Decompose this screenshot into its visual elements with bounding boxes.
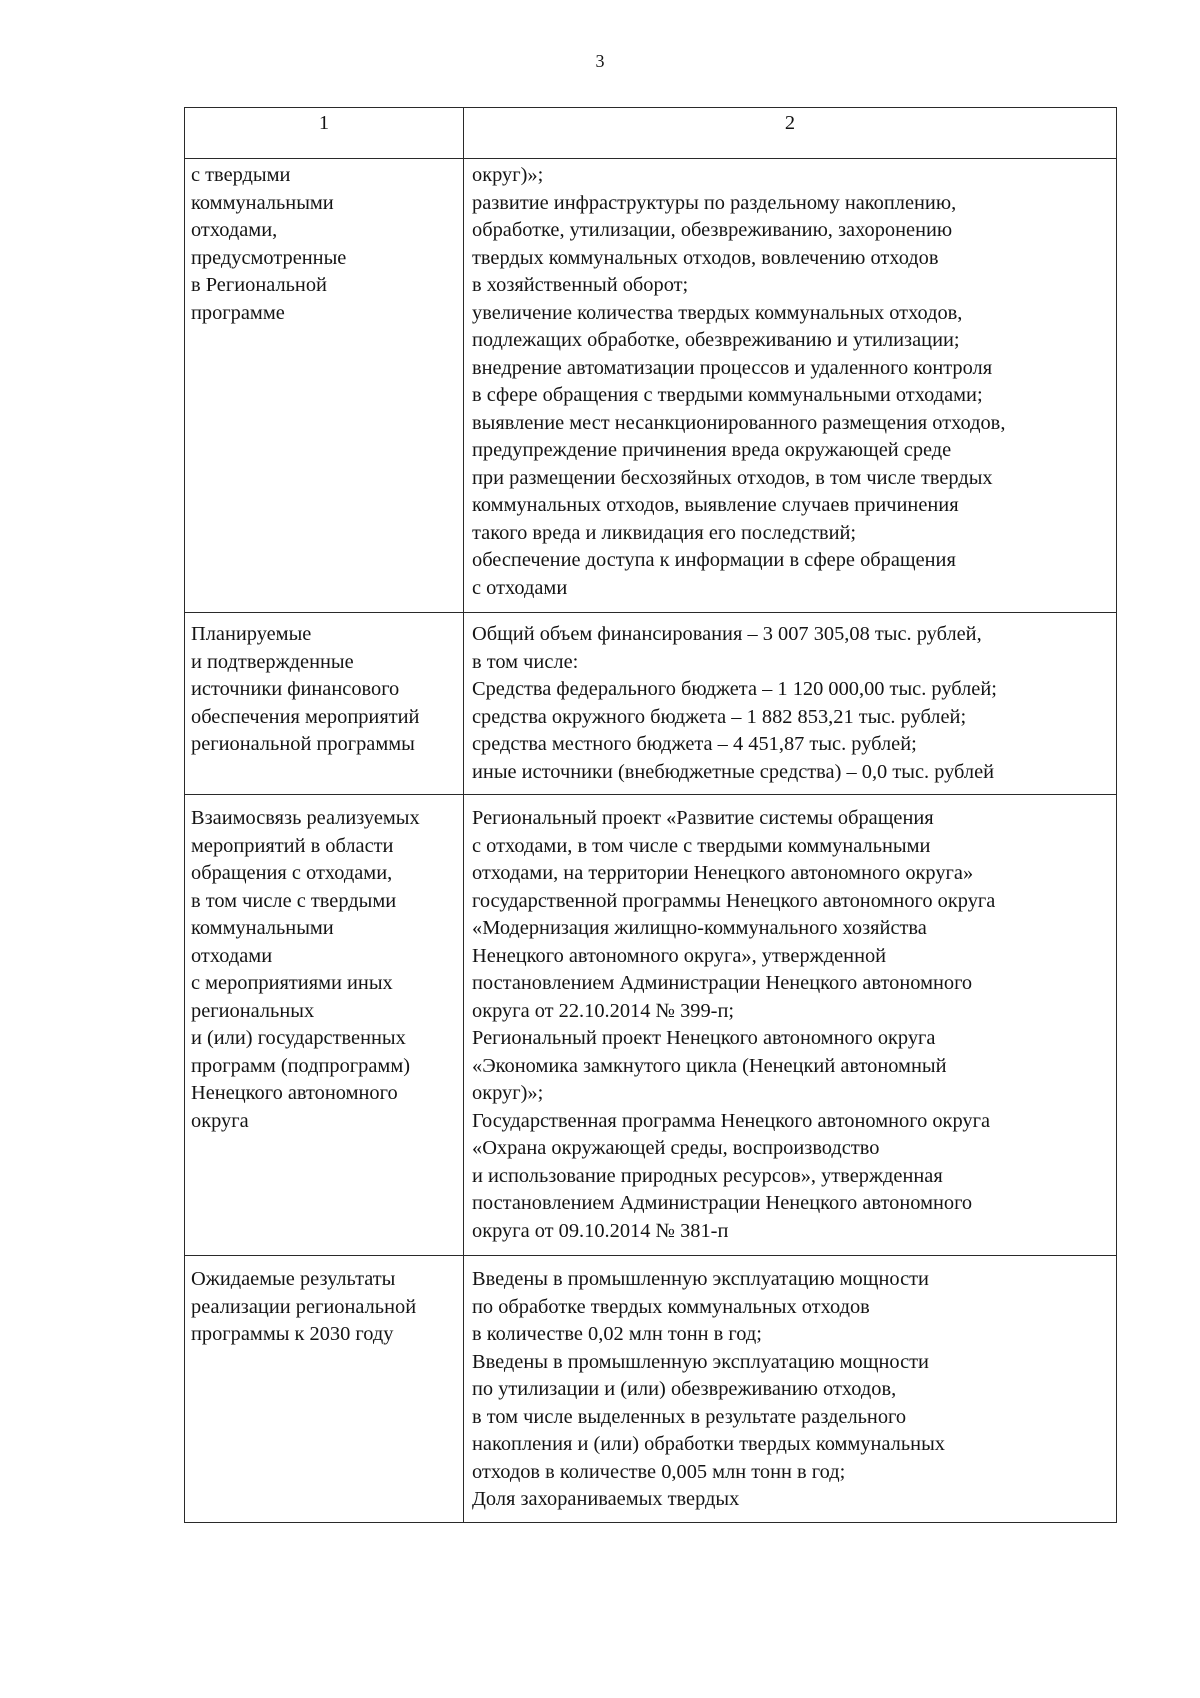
cell-text-line: предупреждение причинения вреда окружающей среде — [472, 439, 952, 461]
cell-text-line: в том числе с твердыми — [191, 889, 397, 912]
cell-text-line: обработке, утилизации, обезвреживанию, захоронению — [472, 219, 953, 241]
cell-text-line: округ)»; — [472, 164, 544, 186]
cell-text-line: программы к 2030 году — [191, 1323, 394, 1345]
cell-text-line: при размещении бесхозяйных отходов, в том числе твердых — [472, 466, 993, 489]
row-label-cell — [185, 159, 464, 613]
table-header-row — [185, 108, 1117, 159]
page-number: 3 — [595, 51, 605, 71]
cell-text-line: Введены в промышленную эксплуатацию мощности — [472, 1268, 929, 1290]
cell-text-line: отходов в количестве 0,005 млн тонн в год; — [472, 1460, 846, 1483]
cell-text-line: обеспечения мероприятий — [191, 705, 420, 728]
cell-text-line: «Охрана окружающей среды, воспроизводство — [472, 1137, 880, 1159]
cell-text-line: обращения с отходами, — [191, 862, 393, 884]
cell-text-line: округа — [191, 1109, 249, 1132]
table-row — [185, 613, 1117, 795]
cell-text-line: постановлением Администрации Ненецкого автономного — [472, 1192, 973, 1214]
cell-text-line: Доля захораниваемых твердых — [472, 1488, 740, 1510]
cell-text-line: отходами — [191, 944, 273, 967]
cell-text-line: в количестве 0,02 млн тонн в год; — [472, 1323, 762, 1345]
cell-text-line: с мероприятиями иных — [191, 972, 393, 994]
table-row — [185, 795, 1117, 1256]
cell-text-line: реализации региональной — [191, 1295, 417, 1318]
cell-text-line: средства местного бюджета – 4 451,87 тыс. рублей; — [472, 733, 917, 755]
table-row — [185, 159, 1117, 613]
cell-text-line: выявление мест несанкционированного размещения отходов, — [472, 411, 1006, 434]
cell-text-line: программ (подпрограмм) — [191, 1054, 411, 1077]
cell-text-line: коммунальными — [191, 917, 334, 939]
cell-text-line: отходами, на территории Ненецкого автономного округа» — [472, 862, 974, 884]
cell-text-line: коммунальными — [191, 191, 334, 214]
cell-text-line: средства окружного бюджета – 1 882 853,21 тыс. рублей; — [472, 705, 967, 728]
cell-text-line: Ненецкого автономного округа», утвержденной — [472, 944, 887, 967]
cell-text-line: Средства федерального бюджета – 1 120 000,00 тыс. рублей; — [472, 678, 997, 700]
row-content-cell — [464, 613, 1117, 795]
cell-text-line: Государственная программа Ненецкого автономного округа — [472, 1109, 990, 1132]
row-content-cell — [464, 1256, 1117, 1523]
cell-text-line: в сфере обращения с твердыми коммунальными отходами; — [472, 384, 983, 406]
table-row — [185, 1256, 1117, 1523]
cell-text-line: в том числе выделенных в результате раздельного — [472, 1405, 907, 1428]
cell-text-line: Общий объем финансирования – 3 007 305,08 тыс. рублей, — [472, 623, 982, 645]
cell-text-line: программе — [191, 301, 285, 324]
cell-text-line: отходами, — [191, 219, 278, 241]
cell-text-line: коммунальных отходов, выявление случаев причинения — [472, 494, 959, 516]
column-header-2 — [464, 108, 1117, 159]
row-label-cell — [185, 613, 464, 795]
cell-text-line: округа от 22.10.2014 № 399-п; — [472, 999, 735, 1022]
cell-text-line: региональной программы — [191, 733, 415, 755]
cell-text-line: Ожидаемые результаты — [191, 1268, 396, 1290]
cell-text-line: в хозяйственный оборот; — [472, 274, 689, 296]
cell-text-line: «Модернизация жилищно-коммунального хозяйства — [472, 917, 927, 939]
cell-text-line: и подтвержденные — [191, 650, 354, 673]
cell-text-line: внедрение автоматизации процессов и удаленного контроля — [472, 356, 993, 379]
cell-text-line: с отходами, в том числе с твердыми коммунальными — [472, 834, 931, 857]
column-header-1-label: 1 — [318, 112, 330, 134]
cell-text-line: развитие инфраструктуры по раздельному накоплению, — [472, 191, 957, 214]
cell-text-line: Региональный проект «Развитие системы обращения — [472, 807, 934, 829]
cell-text-line: источники финансового — [191, 678, 400, 700]
cell-text-line: подлежащих обработке, обезвреживанию и утилизации; — [472, 329, 960, 351]
program-passport-table — [184, 107, 1117, 1523]
cell-text-line: государственной программы Ненецкого автономного округа — [472, 889, 996, 912]
cell-text-line: постановлением Администрации Ненецкого автономного — [472, 972, 973, 994]
cell-text-line: обеспечение доступа к информации в сфере обращения — [472, 549, 956, 571]
cell-text-line: твердых коммунальных отходов, вовлечению отходов — [472, 246, 939, 269]
row-content-cell — [464, 159, 1117, 613]
cell-text-line: накопления и (или) обработки твердых коммунальных — [472, 1433, 945, 1455]
column-header-2-label: 2 — [784, 112, 796, 134]
cell-text-line: с твердыми — [191, 164, 291, 186]
cell-text-line: Ненецкого автономного — [191, 1082, 398, 1104]
cell-text-line: с отходами — [472, 576, 568, 599]
cell-text-line: и использование природных ресурсов», утвержденная — [472, 1164, 943, 1187]
cell-text-line: по утилизации и (или) обезвреживанию отходов, — [472, 1378, 897, 1400]
cell-text-line: Планируемые — [191, 623, 312, 645]
cell-text-line: округа от 09.10.2014 № 381-п — [472, 1219, 729, 1242]
cell-text-line: увеличение количества твердых коммунальных отходов, — [472, 301, 963, 324]
cell-text-line: Взаимосвязь реализуемых — [191, 807, 420, 829]
cell-text-line: «Экономика замкнутого цикла (Ненецкий автономный — [472, 1054, 947, 1077]
cell-text-line: и (или) государственных — [191, 1027, 406, 1049]
cell-text-line: в Региональной — [191, 274, 327, 296]
cell-text-line: такого вреда и ликвидация его последствий; — [472, 521, 857, 544]
cell-text-line: региональных — [191, 999, 315, 1022]
row-label-cell — [185, 795, 464, 1256]
cell-text-line: в том числе: — [472, 650, 579, 673]
cell-text-line: мероприятий в области — [191, 834, 394, 857]
cell-text-line: Введены в промышленную эксплуатацию мощности — [472, 1350, 929, 1373]
cell-text-line: округ)»; — [472, 1082, 544, 1104]
cell-text-line: иные источники (внебюджетные средства) – 0,0 тыс. рублей — [472, 760, 995, 783]
row-content-cell — [464, 795, 1117, 1256]
row-label-cell — [185, 1256, 464, 1523]
column-header-1 — [185, 108, 464, 159]
cell-text-line: предусмотренные — [191, 246, 347, 269]
cell-text-line: Региональный проект Ненецкого автономного округа — [472, 1027, 936, 1049]
cell-text-line: по обработке твердых коммунальных отходов — [472, 1295, 870, 1318]
